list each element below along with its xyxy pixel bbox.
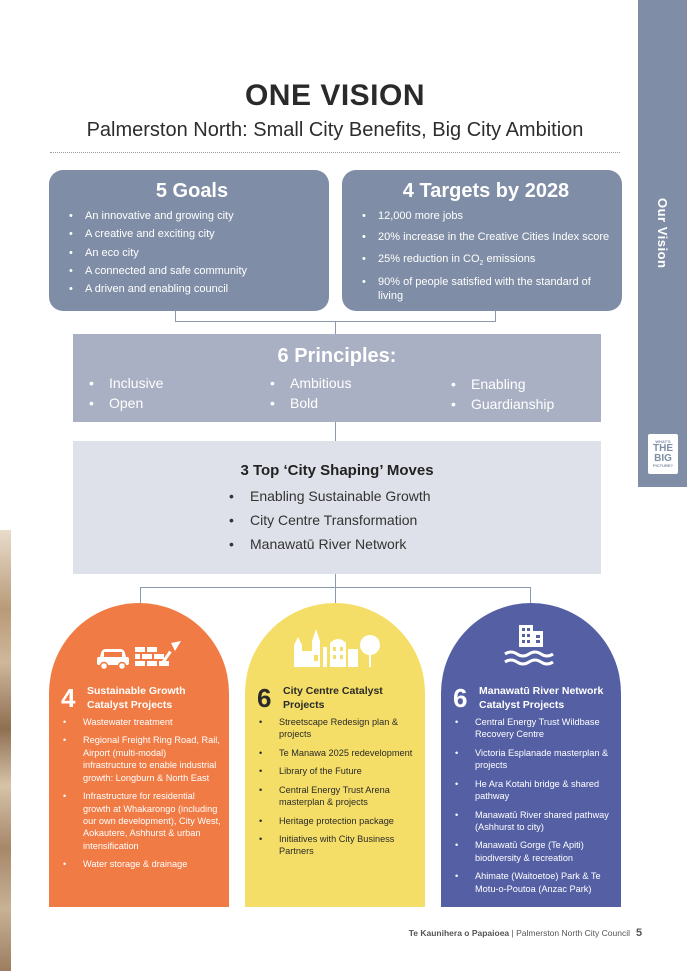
move-item: • City Centre Transformation bbox=[250, 512, 417, 528]
divider bbox=[50, 152, 620, 153]
goal-item: • A driven and enabling council bbox=[67, 282, 317, 296]
catalyst-item: • Central Energy Trust Arena masterplan & projects bbox=[245, 784, 417, 809]
principle-item: • Inclusive bbox=[109, 375, 163, 391]
goals-title: 5 Goals bbox=[155, 180, 229, 202]
principle-item: • Enabling bbox=[471, 376, 526, 392]
river-building-icon bbox=[503, 625, 559, 667]
city-buildings-icon bbox=[290, 627, 385, 671]
connector bbox=[335, 422, 336, 441]
catalyst-item: • Streetscape Redesign plan & projects bbox=[245, 716, 417, 741]
principle-item: • Guardianship bbox=[471, 396, 554, 412]
page-subtitle: Palmerston North: Small City Benefits, Big City Ambition bbox=[86, 119, 584, 141]
targets-box bbox=[342, 170, 622, 311]
principle-item: • Open bbox=[109, 395, 143, 411]
catalyst-title: Sustainable Growth Catalyst Projects bbox=[87, 685, 186, 712]
catalyst-item: • Manawatū River shared pathway (Ashhurst to city) bbox=[441, 809, 613, 834]
city-centre-arch bbox=[245, 603, 425, 907]
goal-item: • An eco city bbox=[67, 246, 317, 260]
catalyst-item: • He Ara Kotahi bridge & shared pathway bbox=[441, 778, 613, 803]
car-and-bricks-icon bbox=[95, 639, 185, 671]
city-shaping-moves-box bbox=[73, 441, 601, 574]
logo-line-1: WHAT'S bbox=[655, 439, 671, 444]
footer-org-english: Palmerston North City Council bbox=[516, 928, 630, 938]
logo-line-3: PICTURE? bbox=[653, 463, 673, 468]
connector bbox=[335, 574, 336, 587]
catalyst-item: • Wastewater treatment bbox=[49, 716, 221, 728]
catalyst-item: • Initiatives with City Business Partners bbox=[245, 833, 417, 858]
connector bbox=[335, 587, 336, 603]
targets-title: 4 Targets by 2028 bbox=[402, 180, 570, 202]
target-item: • 12,000 more jobs bbox=[360, 209, 612, 223]
catalyst-item: • Manawatū Gorge (Te Apiti) biodiversity & recreation bbox=[441, 839, 613, 864]
photo-strip bbox=[0, 530, 11, 971]
catalyst-item: • Regional Freight Ring Road, Rail, Airport (multi-modal) infrastructure to enable industrial growth: Longburn & North East bbox=[49, 734, 221, 784]
footer-separator: | bbox=[511, 928, 514, 938]
catalyst-item: • Te Manawa 2025 redevelopment bbox=[245, 747, 417, 759]
footer-org-maori: Te Kaunihera o Papaioea bbox=[408, 928, 510, 938]
logo-line-2b: BIG bbox=[654, 453, 672, 464]
connector bbox=[140, 587, 141, 603]
catalyst-count: 6 bbox=[257, 683, 272, 713]
logo-line-2a: THE bbox=[653, 443, 673, 454]
catalyst-item: • Central Energy Trust Wildbase Recovery Centre bbox=[441, 716, 613, 741]
catalyst-count: 6 bbox=[453, 683, 468, 713]
principle-item: • Bold bbox=[290, 395, 318, 411]
river-network-arch bbox=[441, 603, 621, 907]
connector bbox=[335, 321, 336, 334]
target-item: • 20% increase in the Creative Cities Index score bbox=[360, 230, 612, 244]
connector bbox=[530, 587, 531, 603]
catalyst-item: • Ahimate (Waitoetoe) Park & Te Motu-o-Poutoa (Anzac Park) bbox=[441, 870, 613, 895]
footer bbox=[300, 928, 630, 938]
catalyst-item: • Infrastructure for residential growth at Whakarongo (including our own development), City West, Aokautere, Ashhurst & urban intensification bbox=[49, 790, 221, 852]
move-item: • Enabling Sustainable Growth bbox=[250, 488, 431, 504]
catalyst-count: 4 bbox=[61, 683, 76, 713]
goal-item: • An innovative and growing city bbox=[67, 209, 317, 223]
co2-subscript: 2 bbox=[479, 259, 484, 267]
big-picture-logo bbox=[648, 434, 678, 474]
catalyst-item: • Heritage protection package bbox=[245, 815, 417, 827]
sustainable-growth-arch bbox=[49, 603, 229, 907]
principle-item: • Ambitious bbox=[290, 375, 351, 391]
catalyst-item: • Library of the Future bbox=[245, 765, 417, 777]
catalyst-item: • Victoria Esplanade masterplan & projects bbox=[441, 747, 613, 772]
page-number: 5 bbox=[636, 927, 643, 939]
target-item bbox=[360, 252, 612, 268]
moves-title: 3 Top ‘City Shaping’ Moves bbox=[240, 462, 434, 479]
catalyst-title: Manawatū River Network Catalyst Projects bbox=[479, 685, 604, 712]
catalyst-title: City Centre Catalyst Projects bbox=[283, 685, 383, 712]
page-title: ONE VISION bbox=[244, 79, 426, 112]
catalyst-item: • Water storage & drainage bbox=[49, 858, 221, 870]
principles-title: 6 Principles: bbox=[277, 345, 397, 367]
goal-item: • A creative and exciting city bbox=[67, 227, 317, 241]
move-item: • Manawatū River Network bbox=[250, 536, 406, 552]
goal-item: • A connected and safe community bbox=[67, 264, 317, 278]
target-co2-emissions: emissions bbox=[486, 252, 536, 265]
side-tab-label: Our Vision bbox=[655, 197, 670, 269]
goals-box bbox=[49, 170, 329, 311]
target-item: • 90% of people satisfied with the standard of living bbox=[360, 275, 612, 304]
target-co2-text: 25% reduction in CO bbox=[378, 252, 480, 265]
